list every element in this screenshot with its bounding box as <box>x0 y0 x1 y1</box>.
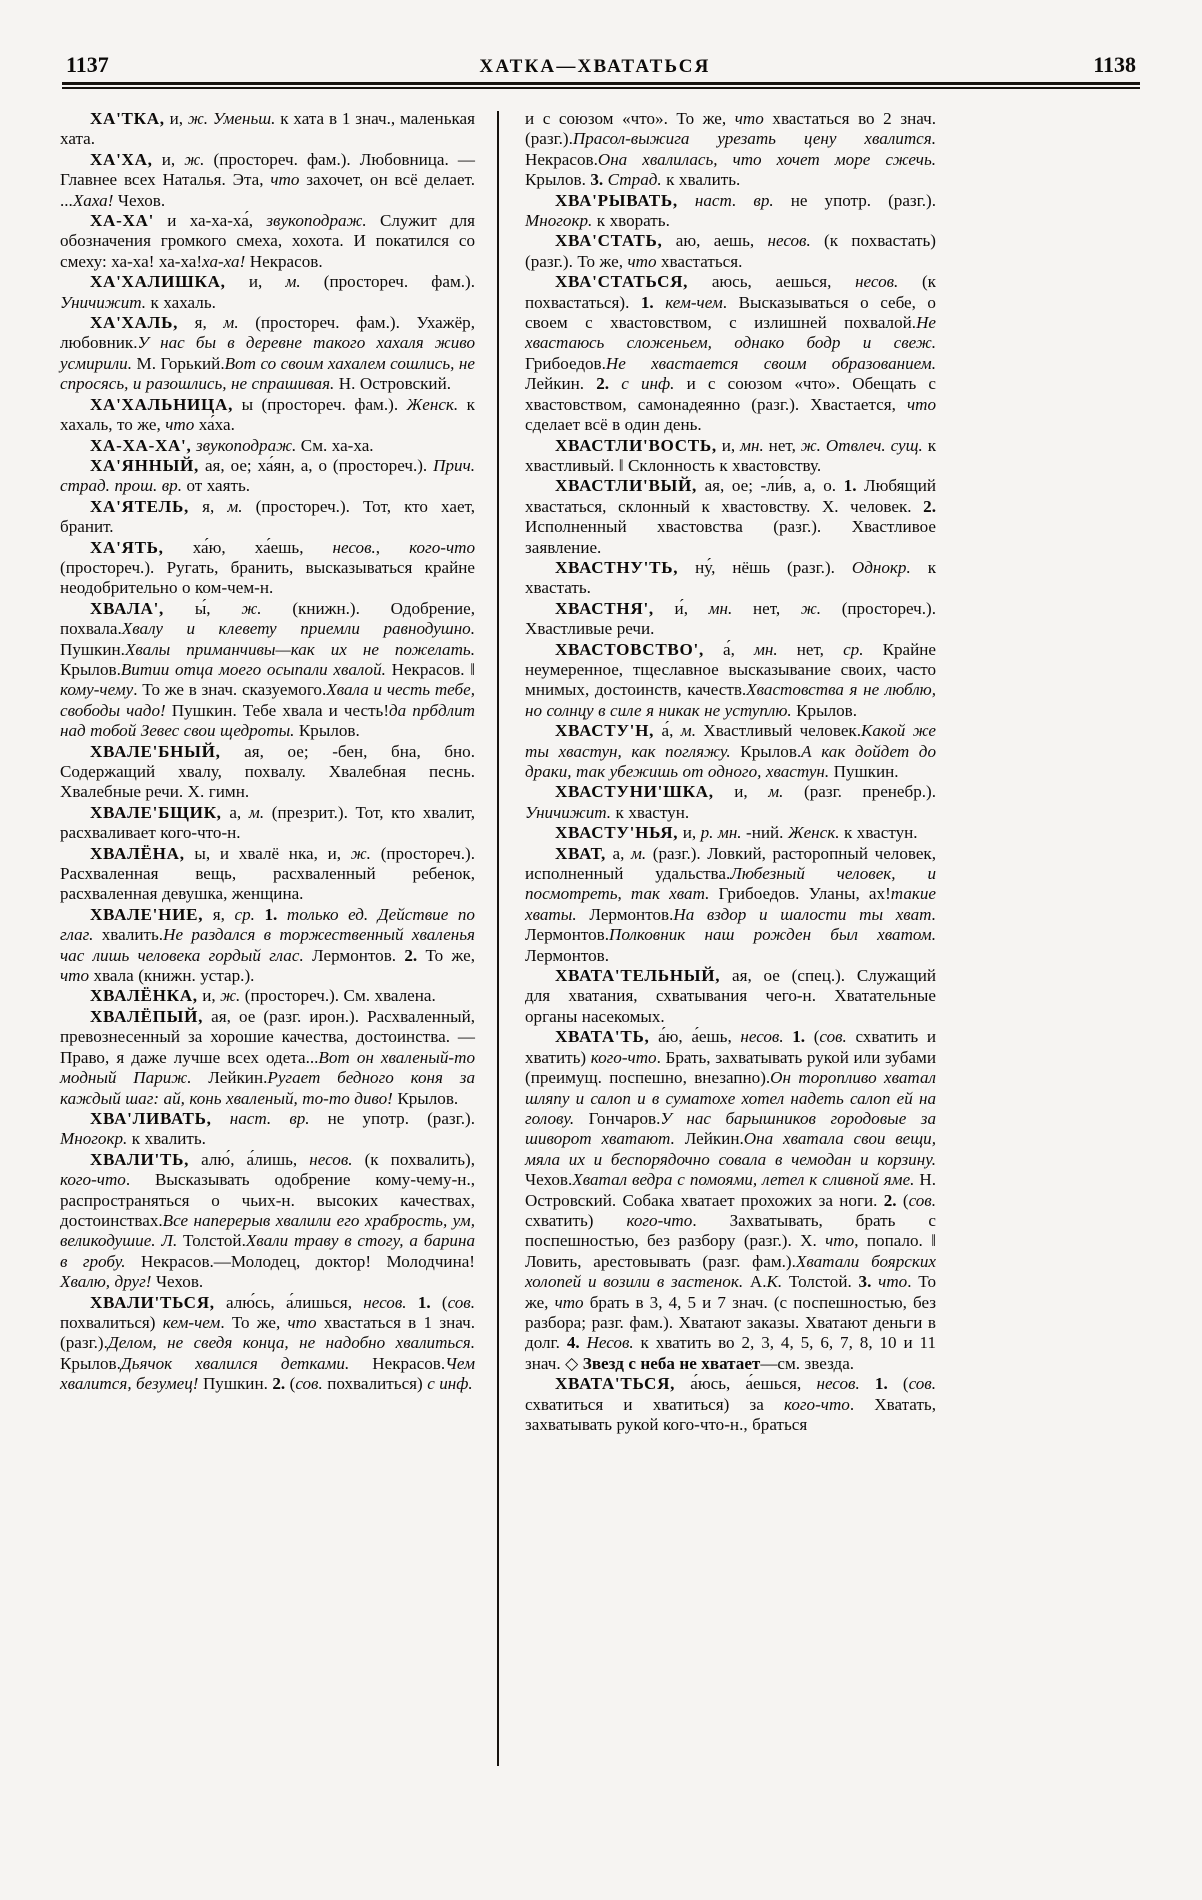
dictionary-entry <box>525 476 936 558</box>
entry-headword: ХВАЛЁНКА, <box>90 986 198 1006</box>
dictionary-entry <box>60 436 475 456</box>
entry-body: а́, м. Хвастливый человек.Какой же ты хвастун, как погляжу. Крылов.А как дойдет до драки, так убежишь от одного, хвастун. Пушкин. <box>525 721 937 781</box>
entry-body: ы́, ж. (книжн.). Одобрение, похвала.Хвалу и клевету приемли равнодушно. Пушкин.Хвалы приманчивы—как их не пожелать. Крылов.Витии отца моего осыпали хвалой. Некрасов. ‖ кому-чему. То же в знач. сказуемого.Хвала и честь тебе, свободы чадо! Пушкин. Тебе хвала и честь!да прбдлит над тобой Зевес свои щедроты. Крылов. <box>60 598 475 741</box>
dictionary-entry <box>60 456 475 497</box>
entry-headword: ХА-ХА-ХА', <box>90 435 192 455</box>
entry-headword: ХА'ЯТЬ, <box>90 537 164 557</box>
dictionary-entry <box>60 497 475 538</box>
dictionary-entry <box>525 782 936 823</box>
dictionary-entry <box>525 599 936 640</box>
dictionary-entry <box>60 803 475 844</box>
entry-headword: ХВАЛЁПЫЙ, <box>90 1006 204 1026</box>
entry-body: я, м. (простореч.). Тот, кто хает, бранит. <box>60 496 475 537</box>
dictionary-entry <box>525 272 936 435</box>
dictionary-entry <box>525 823 936 843</box>
dictionary-entry <box>525 721 936 782</box>
entry-headword: ХВАСТУНИ'ШКА, <box>555 782 714 802</box>
entry-headword: ХВАЛИ'ТЬСЯ, <box>90 1292 215 1312</box>
entry-body: я, м. (простореч. фам.). Ухажёр, любовник.У нас бы в деревне такого хахаля живо усмирили. М. Горький.Вот со своим хахалем сошлись, не спросясь, и разошлись, не спрашивая. Н. Островский. <box>60 313 475 394</box>
column-container <box>60 109 1142 1829</box>
entry-body: и, м. (разг. пренебр.). Уничижит. к хвастун. <box>525 782 936 822</box>
entry-headword: ХВАСТУ'НЬЯ, <box>555 823 679 843</box>
entry-body: наст. вр. не употр. (разг.). Многокр. к хвалить. <box>60 1108 475 1149</box>
entry-body: и, ж. (простореч. фам.). Любовница. —Главнее всех Наталья. Эта, что захочет, он всё делает. ...Хаха! Чехов. <box>60 149 475 210</box>
dictionary-entry <box>60 844 475 905</box>
entry-body: ну́, нёшь (разг.). Однокр. к хвастать. <box>525 557 937 598</box>
dictionary-entry <box>60 986 475 1006</box>
entry-body: алю́, а́лишь, несов. (к похвалить), кого-что. Высказывать одобрение кому-чему-н., распространяться о чьих-н. высоких качествах, достоинствах.Все наперерыв хвалили его храбрость, ум, великодушие. Л. Толстой.Хвали траву в стогу, а барина в гробу. Некрасов.—Молодец, доктор! Молодчина!Хвалю, друг! Чехов. <box>60 1149 476 1292</box>
entry-body: ая, ое (спец.). Служащий для хватания, схватывания чего-н. Хватательные органы насекомых. <box>525 966 936 1026</box>
entry-body: а́ю, а́ешь, несов. 1. (сов. схватить и хватить) кого-что. Брать, захватывать рукой или зубами (преимущ. поспешно, внезапно).Он торопливо хватал шляпу и салоп и в суматохе хотел надеть салоп ей на голову. Гончаров.У нас барышников городовые за шиворот хватают. Лейкин.Она хватала свои вещи, мяла их и беспорядочно совала в чемодан и корзину. Чехов.Хватал ведра с помоями, летел к сливной яме. Н. Островский. Собака хватает прохожих за ноги. 2. (сов. схватить) кого-что. Захватывать, брать с поспешностью, без разбору (разг.). Х. что, попало. ‖ Ловить, арестовывать (разг. фам.).Хватали боярских холопей и возили в застенок. А.К. Толстой. 3. что. То же, что брать в 3, 4, 5 и 7 знач. (с поспешностью, без разбора; разг. фам.). Хватают заказы. Хватают деньги в долг. 4. Несов. к хватить во 2, 3, 4, 5, 6, 7, 8, 10 и 11 знач. ◇ Звезд с неба не хватает—см. звезда. <box>525 1027 937 1373</box>
entry-body: а, м. (разг.). Ловкий, расторопный человек, исполненный удальства.Любезный человек, и посмотреть, так хват. Грибоедов. Уланы, ах!такие хваты. Лермонтов.На вздор и шалости ты хват. Лермонтов.Полковник наш рожден был хватом. Лермонтов. <box>525 843 937 965</box>
dictionary-entry <box>60 395 475 436</box>
entry-headword: ХА'ХАЛИШКА, <box>90 272 226 292</box>
dictionary-entry <box>60 905 475 987</box>
dictionary-entry <box>525 191 936 232</box>
dictionary-entry <box>60 150 475 211</box>
entry-headword: ХА-ХА' <box>90 211 155 231</box>
entry-body: аю, аешь, несов. (к похвастать) (разг.). То же, что хвастаться. <box>525 231 936 271</box>
entry-headword: ХВАТ, <box>555 843 606 863</box>
entry-body: ая, ое; -бен, бна, бно. Содержащий хвалу, похвалу. Хвалебная песнь. Хвалебные речи. Х. гимн. <box>60 741 475 802</box>
entry-body: а́, мн. нет, ср. Крайне неумеренное, тщеславное высказывание своих, часто мнимых, достоинств, качеств.Хвастовства я не люблю, но солнцу в силе я никак не уступлю. Крылов. <box>525 639 936 720</box>
entry-body: аюсь, аешься, несов. (к похвастаться). 1. кем-чем. Высказываться о себе, о своем с хвастовством, с излишней похвалой.Не хвастаюсь сложеньем, однако бодр и свеж. Грибоедов.Не хвастается своим образованием. Лейкин. 2. с инф. и с союзом «что». Обещать с хвастовством, самонадеянно (разг.). Хвастается, что сделает всё в один день. <box>525 272 936 435</box>
entry-body: а, м. (презрит.). Тот, кто хвалит, расхваливает кого-что-н. <box>60 802 475 843</box>
dictionary-entry <box>525 231 936 272</box>
entry-headword: ХВАЛИ'ТЬ, <box>90 1149 190 1169</box>
entry-headword: ХВАЛЕ'БЩИК, <box>90 802 222 822</box>
dictionary-entry <box>525 640 936 722</box>
dictionary-entry <box>525 1027 936 1374</box>
dictionary-entry <box>60 109 475 150</box>
entry-headword: ХВАЛЁНА, <box>90 843 185 863</box>
entry-headword: ХВАСТУ'Н, <box>555 721 655 741</box>
entry-body: и, ж. (простореч.). См. хвалена. <box>197 986 436 1006</box>
dictionary-entry <box>60 1007 475 1109</box>
dictionary-entry <box>525 109 936 191</box>
dictionary-entry <box>525 844 936 966</box>
folio-right: 1138 <box>1093 52 1136 77</box>
dictionary-entry <box>525 966 936 1027</box>
folio-left: 1137 <box>66 52 109 77</box>
entry-headword: ХВАТА'ТЬСЯ, <box>555 1374 676 1394</box>
dictionary-entry <box>60 1293 475 1395</box>
entry-headword: ХВАЛЕ'НИЕ, <box>90 904 204 924</box>
entry-headword: ХА'ХА, <box>90 149 153 169</box>
column-left <box>60 109 497 1829</box>
entry-body: и, м. (простореч. фам.). Уничижит. к хахаль. <box>60 272 476 312</box>
dictionary-entry <box>60 599 475 742</box>
column-right <box>499 109 936 1829</box>
entry-body: наст. вр. не употр. (разг.). Многокр. к хворать. <box>525 190 936 231</box>
entry-headword: ХВА'РЫВАТЬ, <box>555 190 678 210</box>
entry-body: и, мн. нет, ж. Отвлеч. сущ. к хвастливый. ‖ Склонность к хвастовству. <box>525 435 937 475</box>
dictionary-entry <box>525 558 936 599</box>
entry-body: и, р. мн. -ний. Женск. к хвастун. <box>678 823 918 843</box>
entry-headword: ХВА'ЛИВАТЬ, <box>90 1108 212 1128</box>
running-head <box>60 52 1142 82</box>
entry-body: ы (простореч. фам.). Женск. к хахаль, то же, что ха́ха. <box>60 394 475 435</box>
entry-body: алю́сь, а́лишься, несов. 1. (сов. похвалиться) кем-чем. То же, что хвастаться в 1 знач. (разг.).Делом, не сведя конца, не надобно хвалиться. Крылов.Дьячок хвалился детками. Некрасов.Чем хвалится, безумец! Пушкин. 2. (сов. похвалиться) с инф. <box>60 1292 475 1394</box>
entry-body: я, ср. 1. только ед. Действие по глаг. хвалить.Не раздался в торжественный хваленья час лишь человека гордый глас. Лермонтов. 2. То же, что хвала (книжн. устар.). <box>60 904 475 986</box>
entry-headword: ХА'ЯННЫЙ, <box>90 455 200 475</box>
entry-body: а́юсь, а́ешься, несов. 1. (сов. схватиться и хватиться) за кого-что. Хватать, захватывать рукой кого-что-н., браться <box>525 1374 936 1434</box>
entry-body: и́, мн. нет, ж. (простореч.). Хвастливые речи. <box>525 598 936 639</box>
entry-headword: ХВАСТОВСТВО', <box>555 639 704 659</box>
entry-body: ая, ое (разг. ирон.). Расхваленный, превознесенный за хорошие качества, достоинства. —Право, я даже лучше всех одета...Вот он хваленый-то модный Париж. Лейкин.Ругает бедного коня за каждый шаг: ай, конь хваленый, то-то диво! Крылов. <box>60 1006 475 1108</box>
entry-headword: ХВА'СТАТЬСЯ, <box>555 272 689 292</box>
entry-body: ая, ое; -ли́в, а, о. 1. Любящий хвастаться, склонный к хвастовству. Х. человек. 2. Исполненный хвастовства (разг.). Хвастливое заявление. <box>525 476 936 557</box>
entry-headword: ХВАТА'ТЕЛЬНЫЙ, <box>555 966 721 986</box>
entry-headword: ХВАЛА', <box>90 598 165 618</box>
entry-body: и с союзом «что». То же, что хвастаться во 2 знач. (разг.).Прасол-выжига урезать цену хвалится. Некрасов.Она хвалилась, что хочет море сжечь. Крылов. 3. Страд. к хвалить. <box>525 109 936 190</box>
entry-headword: ХВАСТНУ'ТЬ, <box>555 557 679 577</box>
entry-headword: ХВА'СТАТЬ, <box>555 231 663 251</box>
entry-headword: ХА'ТКА, <box>90 109 165 128</box>
dictionary-entry <box>60 1109 475 1150</box>
entry-body: и, ж. Уменьш. к хата в 1 знач., маленькая хата. <box>60 109 475 149</box>
entry-headword: ХВАСТЛИ'ВЫЙ, <box>555 476 697 496</box>
dictionary-entry <box>60 538 475 599</box>
dictionary-entry <box>525 1374 936 1435</box>
entry-headword: ХВАТА'ТЬ, <box>555 1027 650 1047</box>
entry-headword: ХВАЛЕ'БНЫЙ, <box>90 741 221 761</box>
entry-headword: ХА'ХАЛЬНИЦА, <box>90 394 234 414</box>
dictionary-entry <box>60 742 475 803</box>
header-rule-thin <box>62 87 1140 89</box>
entry-headword: ХВАСТЛИ'ВОСТЬ, <box>555 435 717 455</box>
entry-headword: ХА'ЯТЕЛЬ, <box>90 496 189 516</box>
dictionary-entry <box>60 272 475 313</box>
entry-body: и ха-ха-ха́, звукоподраж. Служит для обозначения громкого смеха, хохота. И покатился со смеху: ха-ха! ха-ха!ха-ха! Некрасов. <box>60 211 476 271</box>
entry-body: ая, ое; ха́ян, а, о (простореч.). Прич. страд. прош. вр. от хаять. <box>60 455 475 496</box>
dictionary-entry <box>60 1150 475 1293</box>
header-rule <box>62 82 1140 89</box>
entry-body: ха́ю, ха́ешь, несов., кого-что (простореч.). Ругать, бранить, высказываться крайне неодобрительно о ком-чем-н. <box>60 537 475 598</box>
dictionary-entry <box>525 436 936 477</box>
entry-body: ы, и хвалё нка, и, ж. (простореч.). Расхваленная вещь, расхваленный ребенок, расхваленная девушка, женщина. <box>60 843 475 904</box>
entry-headword: ХВАСТНЯ', <box>555 598 654 618</box>
running-head-words: ХАТКА—ХВАТАТЬСЯ <box>479 56 711 77</box>
dictionary-entry <box>60 313 475 395</box>
entry-headword: ХА'ХАЛЬ, <box>90 313 179 333</box>
dictionary-entry <box>60 211 475 272</box>
entry-body: звукоподраж. См. ха-ха. <box>195 435 374 455</box>
